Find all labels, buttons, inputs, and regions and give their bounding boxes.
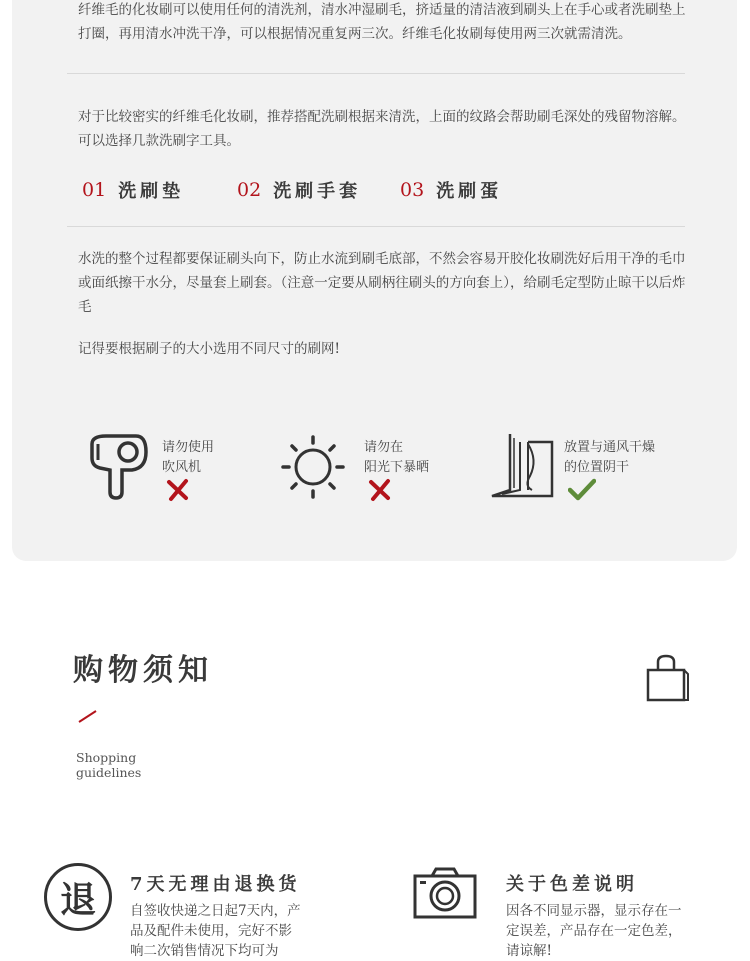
care-paragraph-2: 对于比较密实的纤维毛化妆刷，推荐搭配洗刷根据来清洗，上面的纹路会帮助刷毛深处的残留物溶解。可以选择几款洗刷字工具。 — [78, 109, 686, 149]
hair-dryer-icon — [86, 430, 150, 502]
tool-number: 02 — [237, 179, 262, 201]
tip-text: 请勿使用 吹风机 — [162, 440, 215, 475]
camera-icon — [412, 866, 478, 920]
tool-label: 洗刷垫 — [118, 181, 185, 202]
tool-label: 洗刷手套 — [273, 181, 362, 202]
accent-stroke — [78, 708, 98, 724]
tool-wash-pad — [82, 176, 184, 204]
shopping-bag-icon — [644, 654, 692, 704]
care-paragraph-1: 纤维毛的化妆刷可以使用任何的清洗剂，清水冲湿刷毛，挤适量的清洁液到刷头上在手心或者洗刷垫上打圈，再用清水冲洗干净，可以根据情况重复两三次。纤维毛化妆刷每使用两三次就需清洗。 — [78, 2, 686, 42]
return-icon: 退 — [44, 863, 112, 931]
shopping-subtitle: Shopping guidelines — [76, 750, 142, 780]
cross-icon — [368, 478, 392, 502]
policy-title: 7天无理由退换货 — [130, 874, 301, 895]
tool-number: 01 — [82, 179, 107, 201]
divider — [67, 73, 685, 74]
sun-icon — [280, 430, 348, 502]
tool-wash-egg — [400, 176, 502, 204]
policy-title: 关于色差说明 — [506, 874, 638, 895]
care-paragraph-4: 记得要根据刷子的大小选用不同尺寸的刷网! — [78, 341, 340, 357]
check-icon — [568, 478, 596, 502]
tool-label: 洗刷蛋 — [436, 181, 503, 202]
care-paragraph-3: 水洗的整个过程都要保证刷头向下，防止水流到刷毛底部，不然会容易开胶化妆刷洗好后用干净的毛巾或面纸擦干水分，尽量套上刷套。（注意一定要从刷柄往刷头的方向套上），给刷毛定型防止晾干以后炸毛 — [78, 251, 686, 315]
tool-number: 03 — [400, 179, 425, 201]
ventilated-window-icon — [488, 430, 556, 502]
divider — [67, 226, 685, 227]
shopping-title: 购物须知 — [73, 653, 213, 688]
policy-body: 自签收快递之日起7天内，产品及配件未使用，完好不影响二次销售情况下均可为 — [130, 903, 301, 959]
policy-body: 因各不同显示器，显示存在一定误差，产品存在一定色差，请谅解! — [506, 903, 682, 959]
cross-icon — [166, 478, 190, 502]
tool-wash-glove — [237, 176, 361, 204]
tip-text: 放置与通风干燥 的位置阴干 — [564, 440, 656, 475]
tip-text: 请勿在 阳光下暴晒 — [364, 440, 430, 475]
